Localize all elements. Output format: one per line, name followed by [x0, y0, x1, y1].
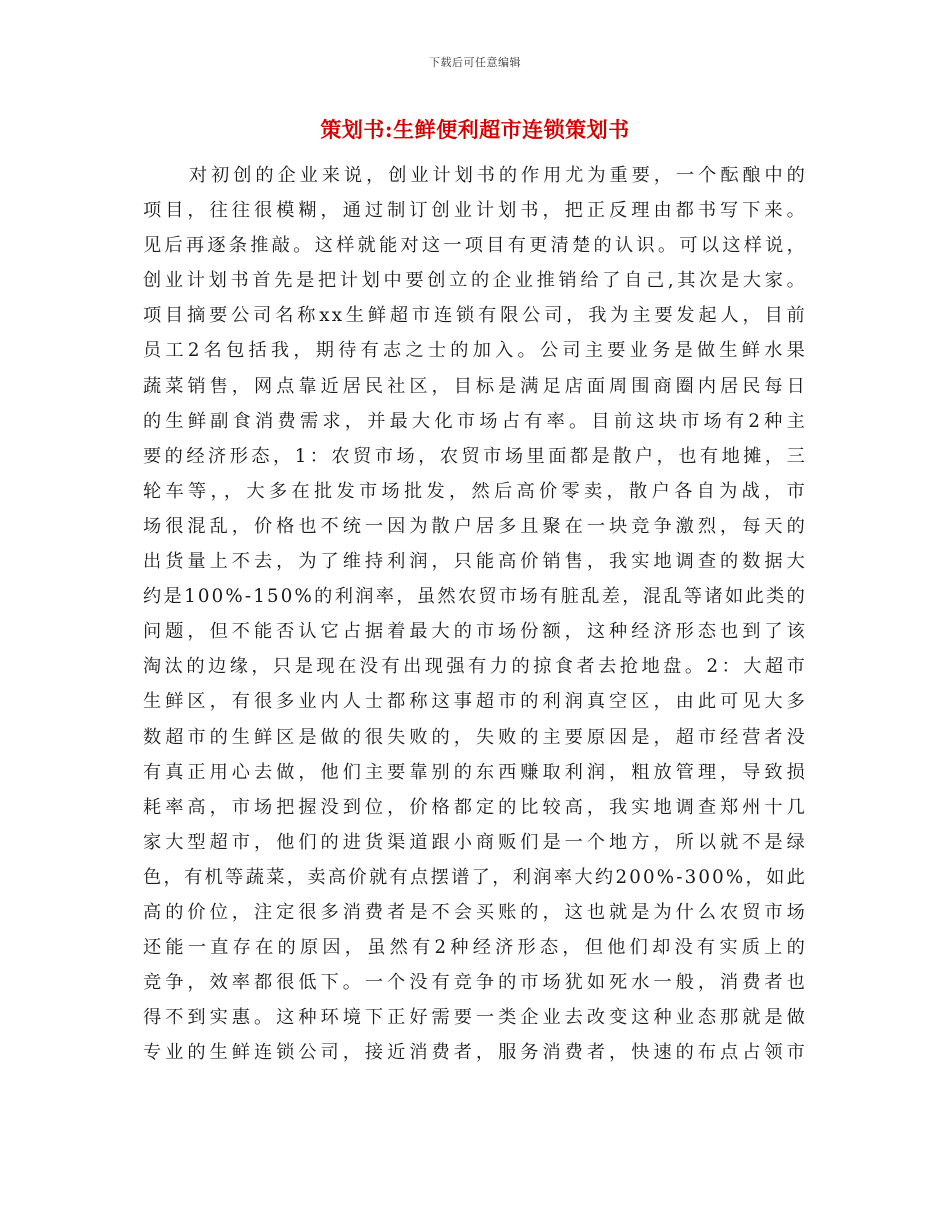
body-line: 的生鲜副食消费需求，并最大化市场占有率。目前这块市场有2种主	[143, 410, 807, 432]
body-line: 问题，但不能否认它占据着最大的市场份额，这种经济形态也到了该	[143, 621, 807, 643]
body-line: 耗率高，市场把握没到位，价格都定的比较高，我实地调查郑州十几	[143, 796, 807, 818]
body-line: 约是100%-150%的利润率，虽然农贸市场有脏乱差，混乱等诸如此类的	[143, 586, 807, 608]
document-title: 策划书:生鲜便利超市连锁策划书	[320, 117, 630, 142]
body-line: 项目，往往很模糊，通过制订创业计划书，把正反理由都书写下来。	[143, 200, 807, 222]
body-line: 项目摘要公司名称xx生鲜超市连锁有限公司，我为主要发起人，目前	[143, 305, 807, 327]
body-line: 家大型超市，他们的进货渠道跟小商贩们是一个地方，所以就不是绿	[143, 831, 807, 853]
body-line: 轮车等，，大多在批发市场批发，然后高价零卖，散户各自为战，市	[143, 480, 807, 502]
body-line: 出货量上不去，为了维持利润，只能高价销售，我实地调查的数据大	[143, 551, 807, 573]
body-line: 淘汰的边缘，只是现在没有出现强有力的掠食者去抢地盘。2：大超市	[143, 656, 807, 678]
body-line: 得不到实惠。这种环境下正好需要一类企业去改变这种业态那就是做	[143, 1007, 807, 1029]
body-line: 有真正用心去做，他们主要靠别的东西赚取利润，粗放管理，导致损	[143, 761, 807, 783]
body-line: 还能一直存在的原因，虽然有2种经济形态，但他们却没有实质上的	[143, 937, 807, 959]
body-line: 要的经济形态，1：农贸市场，农贸市场里面都是散户，也有地摊，三	[143, 445, 807, 467]
body-line: 蔬菜销售，网点靠近居民社区，目标是满足店面周围商圈内居民每日	[143, 375, 807, 397]
body-line: 创业计划书首先是把计划中要创立的企业推销给了自己,其次是大家。	[143, 270, 807, 292]
body-line: 对初创的企业来说，创业计划书的作用尤为重要，一个酝酿中的	[189, 165, 807, 186]
body-line: 高的价位，注定很多消费者是不会买账的，这也就是为什么农贸市场	[143, 901, 807, 923]
body-line: 竞争，效率都很低下。一个没有竞争的市场犹如死水一般，消费者也	[143, 972, 807, 994]
header-note: 下载后可任意编辑	[429, 56, 521, 69]
body-line: 专业的生鲜连锁公司，接近消费者，服务消费者，快速的布点占领市	[143, 1042, 807, 1064]
body-line: 数超市的生鲜区是做的很失败的，失败的主要原因是，超市经营者没	[143, 726, 807, 748]
body-line: 见后再逐条推敲。这样就能对这一项目有更清楚的认识。可以这样说，	[143, 235, 807, 257]
body-line: 色，有机等蔬菜，卖高价就有点摆谱了，利润率大约200%-300%，如此	[143, 866, 807, 888]
document-body	[143, 158, 807, 1070]
body-line: 场很混乱，价格也不统一因为散户居多且聚在一块竞争激烈，每天的	[143, 515, 807, 537]
body-line: 员工2名包括我，期待有志之士的加入。公司主要业务是做生鲜水果	[143, 340, 807, 362]
body-line: 生鲜区，有很多业内人士都称这事超市的利润真空区，由此可见大多	[143, 691, 807, 713]
